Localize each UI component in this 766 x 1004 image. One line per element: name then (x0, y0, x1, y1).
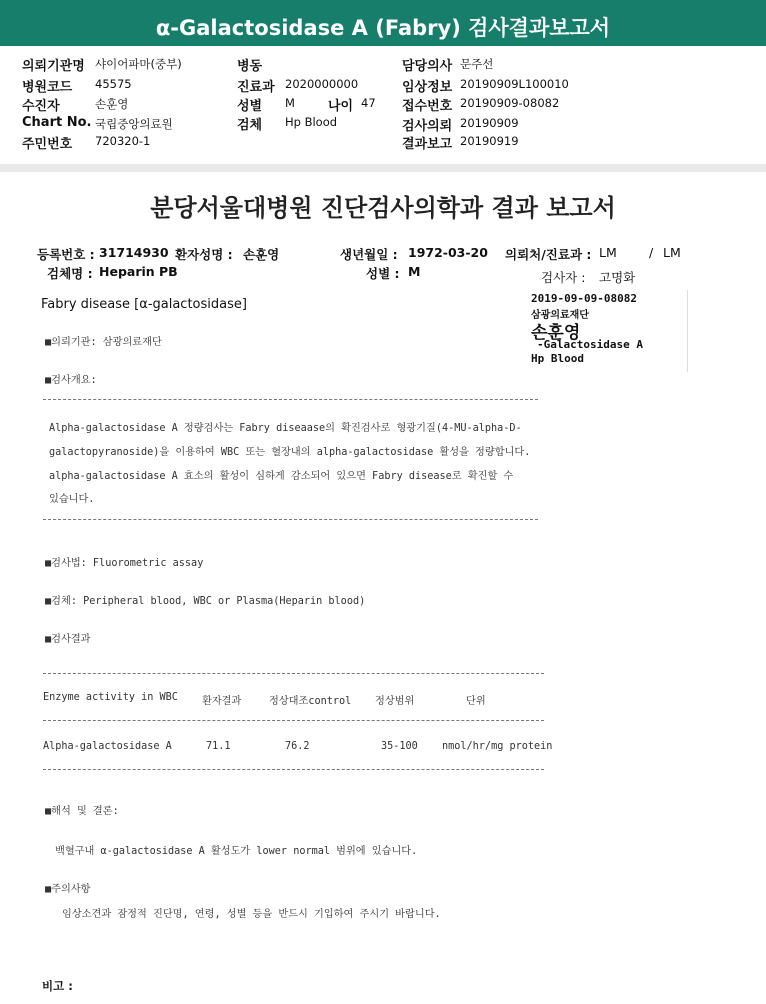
dept-label: 진료과 (237, 80, 275, 95)
clinical-info-label: 임상정보 (402, 80, 453, 95)
dashed-rule (43, 673, 544, 674)
overview-line: Alpha-galactosidase A 정량검사는 Fabry diseaase의 확진검사로 형광기질(4-MU-alpha-D- (49, 423, 522, 434)
overview-line: alpha-galactosidase A 효소의 활성이 심하게 감소되어 있으면 Fabry disease로 확진할 수 (49, 471, 514, 482)
age-value: 47 (361, 96, 376, 110)
institution-label: 의뢰기관명 (22, 59, 85, 74)
sex-value: M (285, 96, 295, 110)
ward-label: 병동 (237, 59, 263, 74)
birth-date-value: 1972-03-20 (408, 245, 488, 260)
interpretation-heading: ■해석 및 결론: (45, 806, 119, 817)
interpretation-text: 백혈구내 α-galactosidase A 활성도가 lower normal 범위에 있습니다. (55, 846, 418, 857)
recipient-value: 손훈영 (95, 97, 129, 111)
receipt-no-label: 접수번호 (402, 99, 453, 114)
report-sex-value: M (408, 264, 421, 279)
specimen-value: Hp Blood (285, 115, 338, 129)
notes-heading: ■주의사항 (45, 884, 91, 895)
patient-name-value: 손훈영 (243, 247, 280, 262)
report-date-label: 결과보고 (402, 137, 453, 152)
table-header: 단위 (466, 696, 486, 707)
sex-label: 성별 (237, 99, 263, 114)
specimen-name-value: Heparin PB (99, 264, 178, 279)
age-label: 나이 (328, 99, 354, 114)
clinical-info-value: 20190909L100010 (460, 77, 569, 91)
table-header: 환자결과 (202, 696, 242, 707)
report-date-value: 20190919 (460, 134, 519, 148)
recipient-label: 수진자 (22, 99, 60, 114)
overview-line: galactopyranoside)을 이용하여 WBC 또는 혈장내의 alpha-galactosidase 활성을 정량합니다. (49, 447, 531, 458)
table-cell: 76.2 (285, 741, 310, 752)
table-cell: 35-100 (381, 741, 418, 752)
receipt-no-value: 20190909-08082 (460, 96, 560, 110)
method-line: ■검사법: Fluorometric assay (45, 558, 204, 569)
table-header: 정상대조control (269, 696, 352, 707)
dashed-rule (43, 399, 538, 400)
table-cell: nmol/hr/mg protein (442, 741, 553, 752)
section-divider (0, 164, 766, 172)
table-header: Enzyme activity in WBC (43, 692, 178, 703)
tester-label: 검사자 : (541, 270, 586, 285)
stamp-patient: 손훈영 (531, 323, 581, 343)
chart-no-label: Chart No. (22, 115, 92, 130)
referral-slash: / (649, 245, 654, 260)
stamp-test: -Galactosidase A (537, 338, 643, 351)
stamp-receipt-no: 2019-09-09-08082 (531, 292, 637, 305)
hospital-code-label: 병원코드 (22, 80, 73, 95)
table-cell: 71.1 (206, 741, 231, 752)
chart-no-value: 국립중앙의료원 (95, 117, 173, 131)
stamp-org: 삼광의료재단 (531, 310, 589, 321)
dashed-rule (43, 720, 544, 721)
specimen-label: 검체 (237, 118, 263, 133)
lab-report-document (0, 172, 766, 1004)
specimen-line: ■검체: Peripheral blood, WBC or Plasma(Heparin blood) (45, 596, 366, 607)
report-sex-label: 성별 : (366, 266, 400, 281)
dashed-rule (43, 519, 538, 520)
report-title: α-Galactosidase A (Fabry) 검사결과보고서 (155, 16, 611, 40)
doctor-label: 담당의사 (402, 59, 453, 74)
request-info-header (0, 46, 766, 164)
dept-value: 2020000000 (285, 77, 359, 91)
notes-text: 임상소견과 잠정적 진단명, 연령, 성별 등을 반드시 기입하여 주시기 바랍니다. (62, 909, 441, 920)
specimen-name-label: 검체명 : (47, 266, 93, 281)
table-header: 정상범위 (375, 696, 415, 707)
stamp-edge (687, 290, 688, 372)
referral-value-2: LM (663, 245, 681, 260)
overview-heading: ■검사개요: (45, 375, 97, 386)
test-name: Fabry disease [α-galactosidase] (41, 297, 247, 312)
referral-label: 의뢰처/진료과 : (505, 247, 592, 262)
reg-no-value: 31714930 (99, 245, 169, 260)
remarks-label: 비고 : (42, 979, 73, 993)
resident-no-label: 주민번호 (22, 137, 73, 152)
lab-report-title: 분당서울대병원 진단검사의학과 결과 보고서 (150, 194, 616, 222)
tester-value: 고명화 (599, 270, 636, 285)
hospital-code-value: 45575 (95, 77, 132, 91)
report-title-bar (0, 0, 766, 46)
referral-value-1: LM (599, 245, 617, 260)
stamp-specimen: Hp Blood (531, 352, 584, 365)
dashed-rule (43, 769, 544, 770)
patient-name-label: 환자성명 : (175, 247, 233, 262)
reg-no-label: 등록번호 : (37, 247, 95, 262)
institution-value: 샤이어파마(중부) (95, 57, 182, 71)
request-date-label: 검사의뢰 (402, 119, 453, 134)
results-heading: ■검사결과 (45, 634, 91, 645)
overview-line: 있습니다. (49, 494, 95, 505)
birth-date-label: 생년월일 : (340, 247, 398, 262)
referring-org: ■의뢰기관: 삼광의료재단 (45, 337, 162, 348)
doctor-value: 문주선 (460, 57, 494, 71)
table-cell: Alpha-galactosidase A (43, 741, 172, 752)
request-date-value: 20190909 (460, 116, 519, 130)
resident-no-value: 720320-1 (95, 134, 151, 148)
